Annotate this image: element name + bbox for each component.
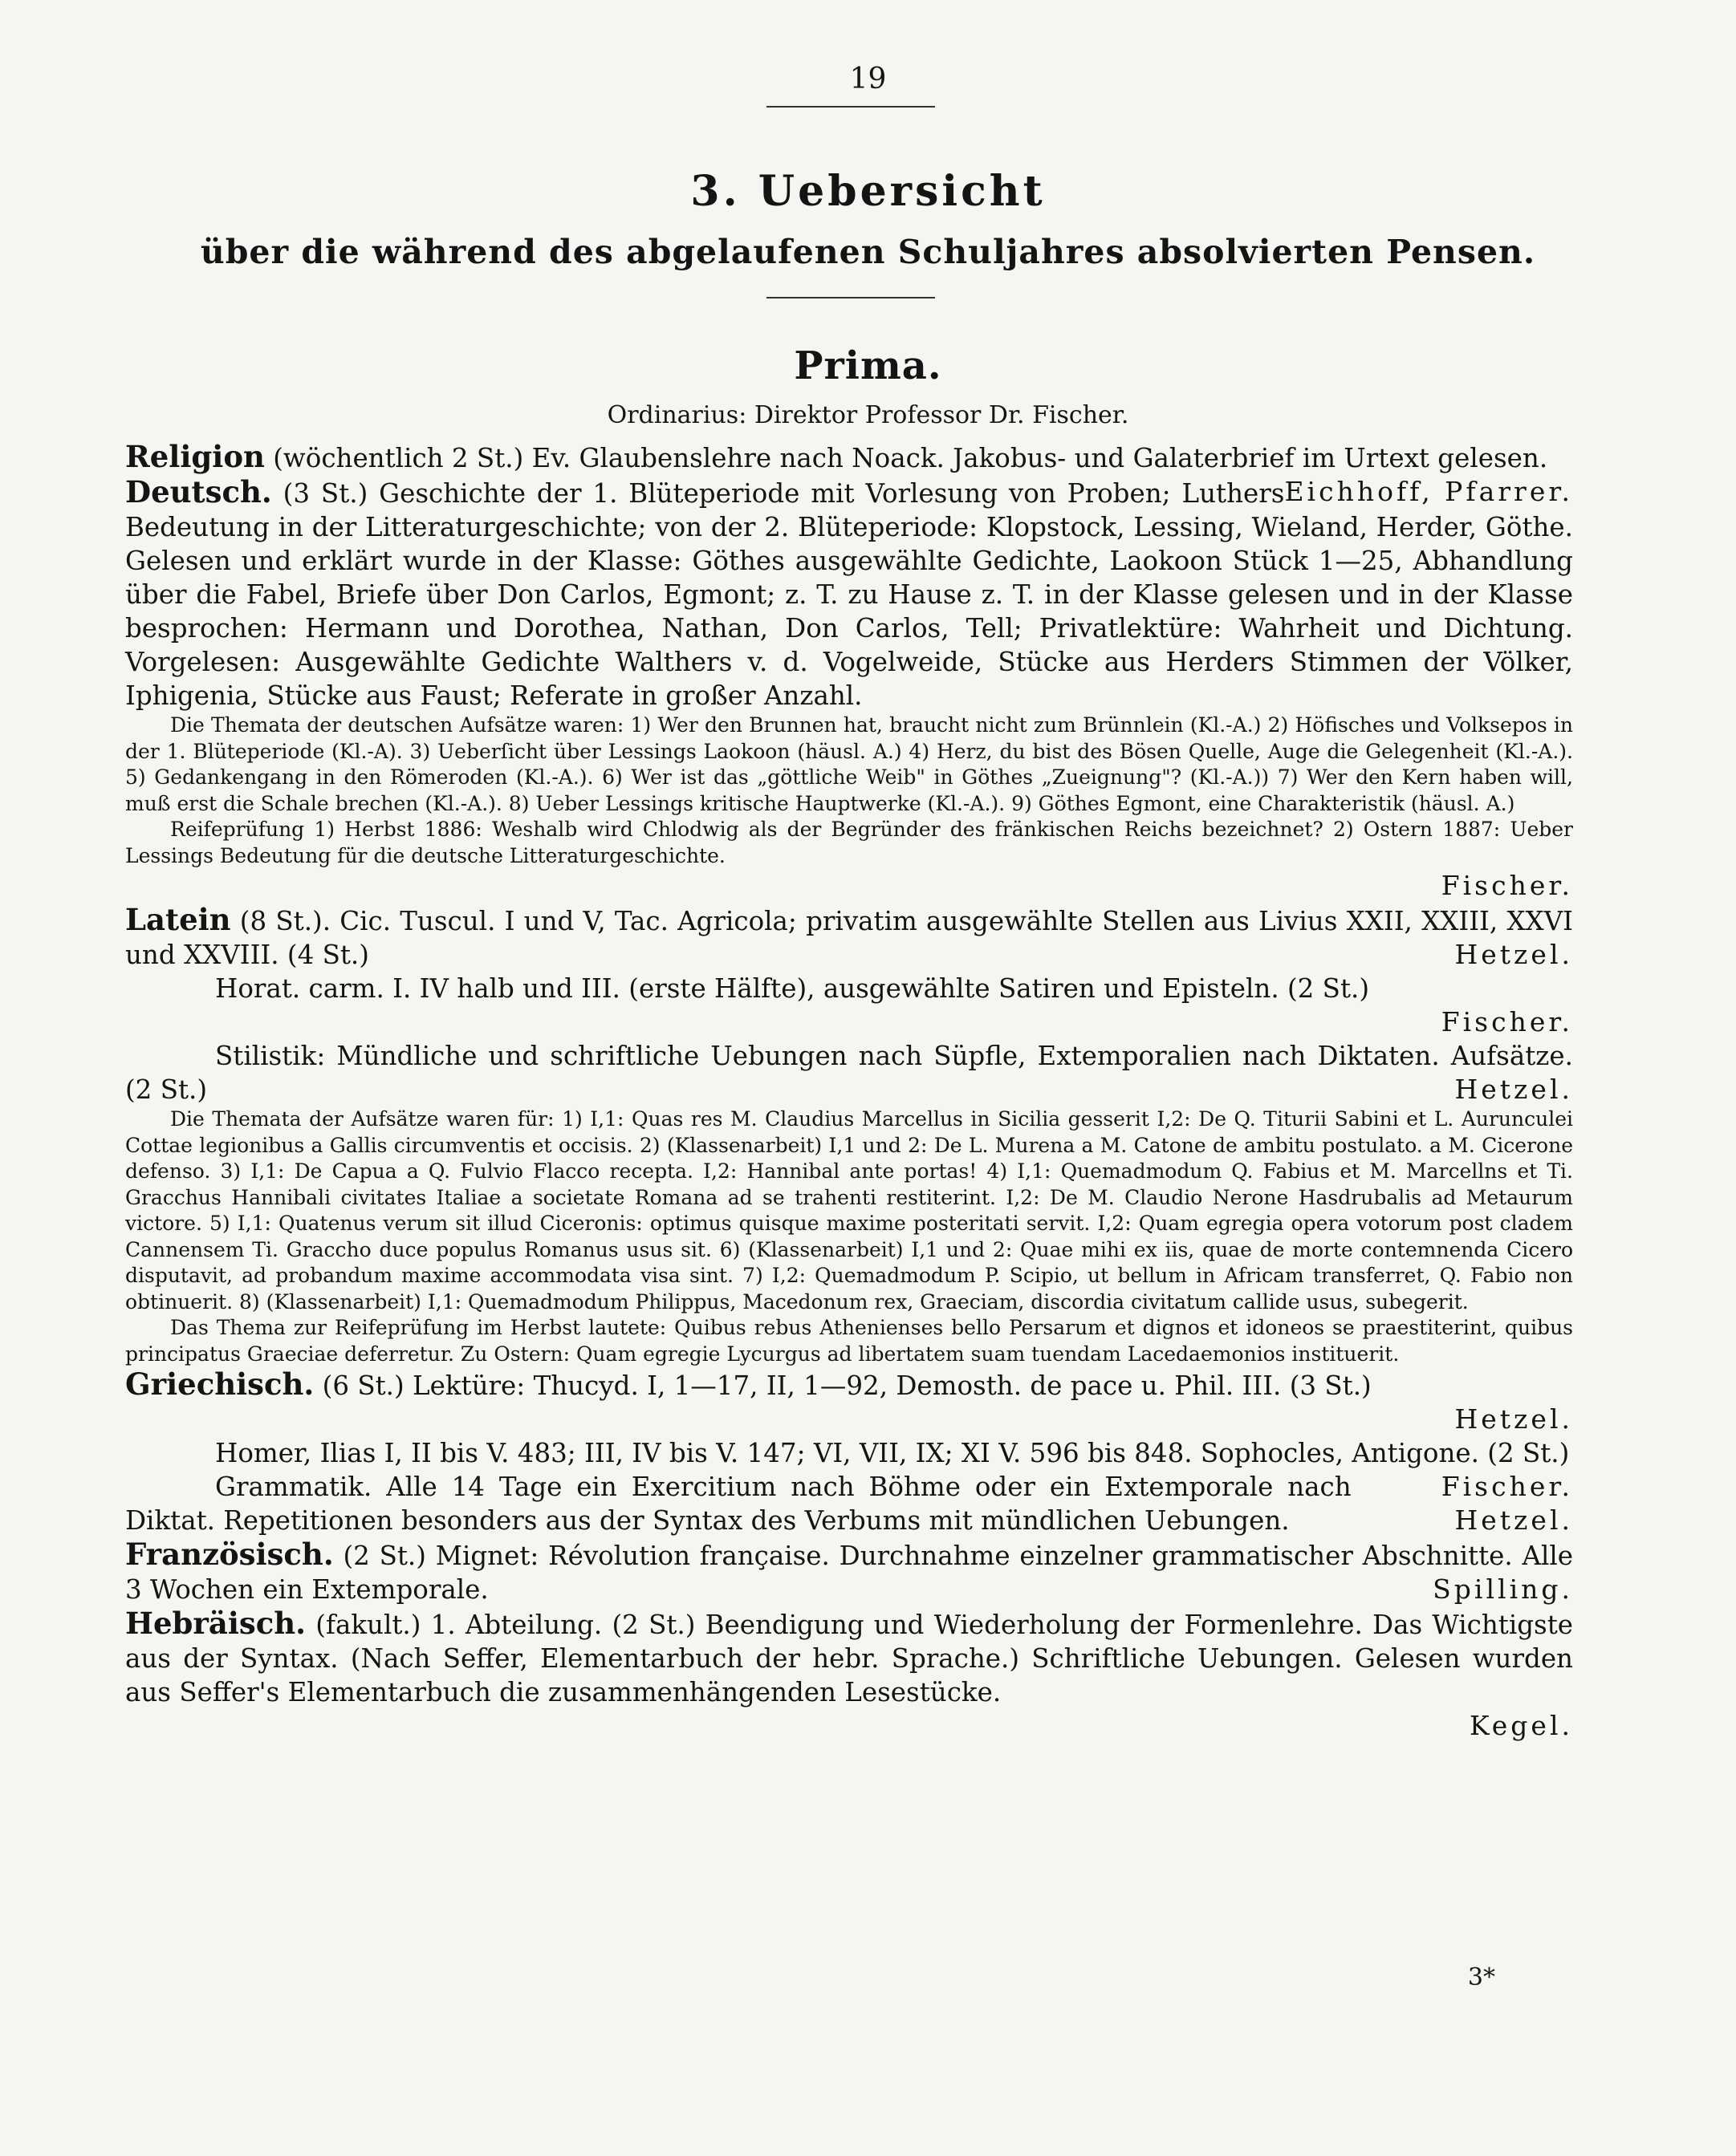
section-griechisch (125, 1367, 1573, 1537)
deutsch-text: (3 St.) Geschichte der 1. Blüteperiode mit Vorlesung von Proben; Luthers Bedeutung in der Litteraturgeschichte; von der 2. Blüteperiode: Klopstock, Lessing, Wieland, Herder, Göthe. Gelesen und erklärt wurde in der Klasse: Göthes ausgewählte Gedichte, Laokoon Stück 1—25, Abhandlung über die Fabel, Briefe über Don Carlos, Egmont; z. T. zu Hause z. T. in der Klasse gelesen und in der Klasse besprochen: Hermann und Dorothea, Nathan, Don Carlos, Tell; Privatlektüre: Wahrheit und Dichtung. Vorgelesen: Ausgewählte Gedichte Walthers v. d. Vogelweide, Stücke aus Herders Stimmen der Völker, Iphigenia, Stücke aus Faust; Referate in großer Anzahl. (125, 478, 1573, 711)
religion-text: (wöchentlich 2 St.) Ev. Glaubenslehre nach Noack. Jakobus- und Galaterbrief im Urtext gelesen. (264, 443, 1548, 473)
section-hebraeisch (125, 1606, 1573, 1743)
subheading: über die während des abgelaufenen Schuljahres absolvierten Pensen. (200, 233, 1536, 271)
latein-themes: Die Themata der Aufsätze waren für: 1) I,1: Quas res M. Claudius Marcellus in Sicilia gesserit I,2: De Q. Titurii Sabini et L. Aurunculei Cottae legionibus a Gallis circumventis et occisis. 2) (Klassenarbeit) I,1 und 2: De L. Murena a M. Catone de ambitu postulato. a M. Cicerone defenso. 3) I,1: De Capua a Q. Fulvio Flacco recepta. I,2: Hannibal ante portas! 4) I,1: Quemadmodum Q. Fabius et M. Marcellns et Ti. Gracchus Hannibali civitates Italiae a societate Romana ad se trahenti restiterint. I,2: De M. Claudio Nerone Hasdrubalis ad Metaurum victore. 5) I,1: Quatenus verum sit illud Ciceronis: optimus quisque maxime posteritati servit. I,2: Quam egregia opera votorum post cladem Cannensem Ti. Graccho duce populus Romanus usus sit. 6) (Klassenarbeit) I,1 und 2: Quae mihi ex iis, quae de morte contemnenda Cicero disputavit, ad probandum maxime accommodata visa sint. 7) I,2: Quemadmodum P. Scipio, ut bellum in Africam transferret, Q. Fabio non obtinuerit. 8) (Klassenarbeit) I,1: Quemadmodum Philippus, Macedonum rex, Graeciam, discordia civitatum callide usus, subegerit. (125, 1107, 1573, 1313)
griechisch-heading: Griechisch. (125, 1366, 315, 1402)
latein-signature-3: Hetzel. (1454, 1074, 1573, 1105)
page-number: 19 (849, 63, 887, 95)
franzoesisch-signature: Spilling. (1433, 1573, 1573, 1605)
section-franzoesisch (125, 1537, 1573, 1606)
hebraeisch-text: (fakult.) 1. Abteilung. (2 St.) Beendigung und Wiederholung der Formenlehre. Das Wichtigste aus der Syntax. (Nach Seffer, Elementarbuch der hebr. Sprache.) Schriftliche Uebungen. Gelesen wurden aus Seffer's Elementarbuch die zusammenhängenden Lesestücke. (125, 1610, 1573, 1707)
deutsch-exam: Reifeprüfung 1) Herbst 1886: Weshalb wird Chlodwig als der Begründer des fränkischen Reichs bezeichnet? 2) Ostern 1887: Ueber Lessings Bedeutung für die deutsche Litteraturgeschichte. (125, 818, 1573, 867)
griechisch-text-3: Grammatik. Alle 14 Tage ein Exercitium nach Böhme oder ein Extemporale nach Diktat. Repetitionen besonders aus der Syntax des Verbums mit mündlichen Uebungen. (125, 1472, 1352, 1536)
religion-signature: Eichhoff, Pfarrer. (1284, 476, 1573, 507)
latein-text-3: Stilistik: Mündliche und schriftliche Uebungen nach Süpfle, Extemporalien nach Diktaten. Aufsätze. (2 St.) (125, 1041, 1573, 1105)
latein-signature-2: Fischer. (1441, 1006, 1573, 1037)
franzoesisch-heading: Französisch. (125, 1537, 334, 1572)
heading: 3. Uebersicht (690, 167, 1046, 216)
latein-signature-1: Hetzel. (1454, 939, 1573, 970)
deutsch-themes: Die Themata der deutschen Aufsätze waren: 1) Wer den Brunnen hat, braucht nicht zum Brünnlein (Kl.-A.) 2) Höfisches und Volksepos in der 1. Blüteperiode (Kl.-A). 3) Ueberſicht über Lessings Laokoon (häusl. A.) 4) Herz, du bist des Bösen Quelle, Auge die Gelegenheit (Kl.-A.). 5) Gedankengang in den Römeroden (Kl.-A.). 6) Wer ist das „göttliche Weib" in Göthes „Zueignung"? (Kl.-A.)) 7) Wer den Kern haben will, muß erst die Schale brechen (Kl.-A.). 8) Ueber Lessings kritische Hauptwerke (Kl.-A.). 9) Göthes Egmont, eine Charakteristik (häusl. A.) (125, 713, 1573, 815)
latein-heading: Latein (125, 902, 231, 937)
griechisch-signature-2: Fischer. (1441, 1471, 1573, 1502)
signature-mark: 3* (1467, 1963, 1495, 1992)
section-latein (125, 903, 1573, 1367)
content (125, 440, 1573, 1743)
griechisch-text: (6 St.) Lektüre: Thucyd. I, 1—17, II, 1—92, Demosth. de pace u. Phil. III. (3 St.) (314, 1370, 1372, 1401)
hebraeisch-signature: Kegel. (1470, 1710, 1573, 1741)
top-rule (766, 106, 935, 108)
religion-heading: Religion (125, 439, 265, 474)
latein-exam: Das Thema zur Reifeprüfung im Herbst lautete: Quibus rebus Athenienses bello Persarum et dignos et idoneos se praestiterint, quibus principatus Graeciae deferretur. Zu Ostern: Quam egregie Lycurgus ad libertatem suam tuendam Lacedaemonios instituerit. (125, 1316, 1573, 1366)
section-deutsch (125, 475, 1573, 903)
ordinarius-line: Ordinarius: Direktor Professor Dr. Fischer. (607, 401, 1129, 429)
deutsch-heading: Deutsch. (125, 474, 272, 510)
griechisch-signature-1: Hetzel. (1454, 1403, 1573, 1435)
deutsch-signature: Fischer. (1441, 870, 1573, 901)
griechisch-signature-3: Hetzel. (1454, 1504, 1573, 1536)
class-title: Prima. (794, 343, 942, 388)
latein-text: (8 St.). Cic. Tuscul. I und V, Tac. Agricola; privatim ausgewählte Stellen aus Livius XXII, XXIII, XXVI und XXVIII. (4 St.) (125, 906, 1573, 970)
franzoesisch-text: (2 St.) Mignet: Révolution française. Durchnahme einzelner grammatischer Abschnitte. Alle 3 Wochen ein Extemporale. (125, 1541, 1573, 1605)
hebraeisch-heading: Hebräisch. (125, 1606, 307, 1641)
griechisch-text-2: Homer, Ilias I, II bis V. 483; III, IV bis V. 147; VI, VII, IX; XI V. 596 bis 848. Sophocles, Antigone. (2 St.) (215, 1438, 1570, 1468)
heading-rule (766, 297, 935, 298)
latein-text-2: Horat. carm. I. IV halb und III. (erste Hälfte), ausgewählte Satiren und Episteln. (2 St.) (215, 973, 1370, 1004)
